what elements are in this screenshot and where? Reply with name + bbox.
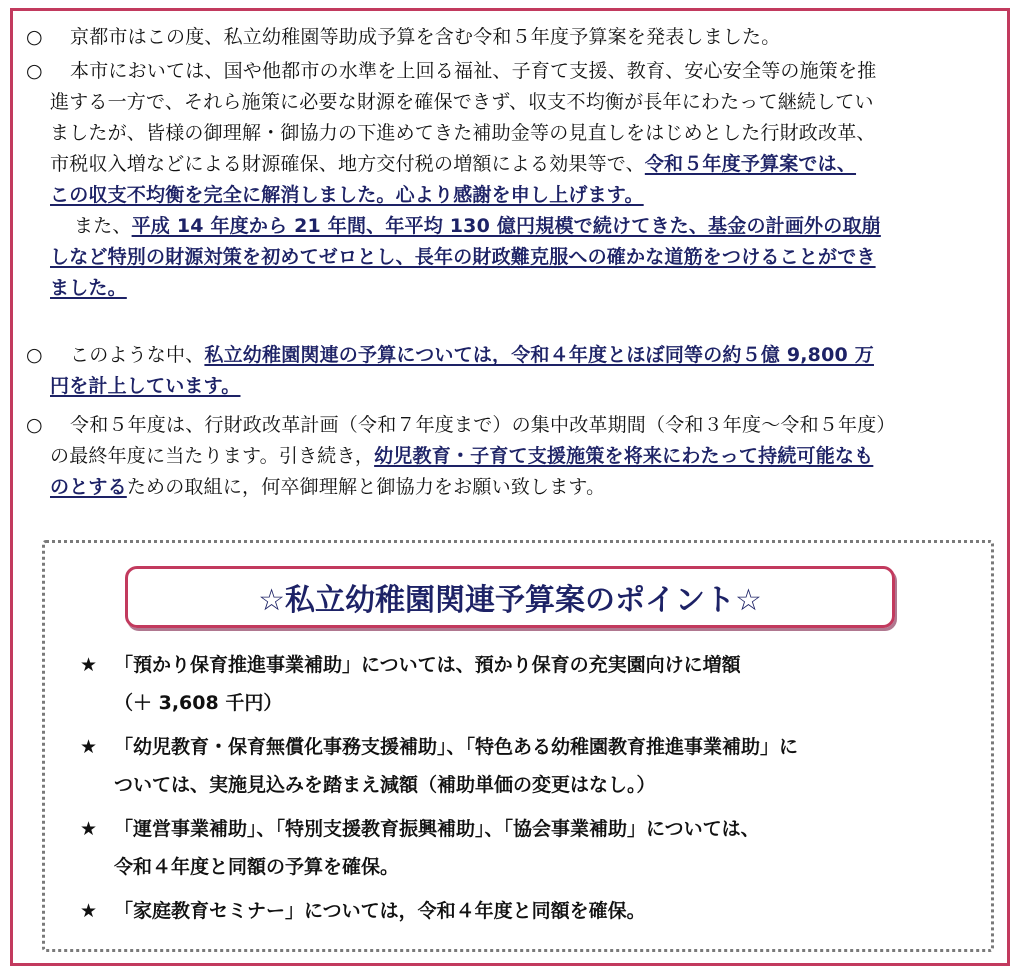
- paragraph-1-text: 京都市はこの度、私立幼稚園等助成予算を含む令和５年度予算案を発表しました。: [70, 26, 781, 48]
- star-icon: ★: [80, 818, 98, 840]
- highlight-fund-text-2: しなど特別の財源対策を初めてゼロとし、長年の財政難克服への確かな道筋をつけることができ: [50, 246, 876, 268]
- highlight-kindergarten-budget-2: 円を計上しています。: [50, 375, 241, 397]
- circle-bullet-icon: ○: [26, 414, 43, 436]
- star-icon: ★: [80, 736, 98, 758]
- point-item-1-text: 「預かり保育推進事業補助」については、預かり保育の充実園向けに増額: [114, 654, 741, 676]
- point-item-2-text: 「幼児教育・保育無償化事務支援補助」、「特色ある幼稚園教育推進事業補助」に: [114, 736, 799, 758]
- points-title: ☆私立幼稚園関連予算案のポイント☆: [125, 566, 895, 628]
- point-item-1: [80, 646, 980, 722]
- paragraph-4-line-3: ための取組に，何卒御理解と御協力をお願い致します。: [126, 476, 606, 498]
- point-item-3: [80, 810, 980, 886]
- highlight-sustainable-text: 幼児教育・子育て支援施策を将来にわたって持続可能なも: [374, 445, 874, 467]
- paragraph-3: [26, 340, 1001, 402]
- paragraph-2: [26, 56, 1001, 304]
- circle-bullet-icon: ○: [26, 344, 43, 366]
- point-item-1-text-2: （＋ 3,608 千円）: [114, 692, 283, 714]
- paragraph-4: [26, 410, 1001, 503]
- point-item-2-text-2: ついては、実施見込みを踏まえ減額（補助単価の変更はなし。）: [114, 774, 656, 796]
- highlight-sustainable-text-2: のとする: [50, 476, 127, 498]
- highlight-fund-text-3: ました。: [50, 277, 127, 299]
- circle-bullet-icon: ○: [26, 60, 43, 82]
- paragraph-2-line-3: ましたが、皆様の御理解・御協力の下進めてきた補助金等の見直しをはじめとした行財政改革、: [50, 122, 876, 144]
- highlight-budget-text: 令和５年度予算案では、: [644, 153, 857, 175]
- highlight-kindergarten-budget: 私立幼稚園関連の予算については，令和４年度とほぼ同等の約５億 9,800 万: [204, 344, 874, 366]
- paragraph-2-line-2: 進する一方で、それら施策に必要な財源を確保できず、収支不均衡が長年にわたって継続してい: [50, 91, 874, 113]
- point-item-2: [80, 728, 980, 804]
- paragraph-1: [26, 22, 1001, 53]
- point-item-4-text: 「家庭教育セミナー」については，令和４年度と同額を確保。: [114, 900, 646, 922]
- paragraph-4-line-2: の最終年度に当たります。引き続き，: [50, 445, 375, 467]
- star-icon: ★: [80, 900, 98, 922]
- paragraph-2-line-6: また、: [74, 215, 132, 237]
- point-item-3-text: 「運営事業補助」、「特別支援教育振興補助」、「協会事業補助」については、: [114, 818, 760, 840]
- paragraph-3-line-1: このような中、: [70, 344, 205, 366]
- paragraph-4-line-1: 令和５年度は、行財政改革計画（令和７年度まで）の集中改革期間（令和３年度～令和５年度）: [70, 414, 896, 436]
- point-item-4: [80, 892, 980, 930]
- highlight-fund-text: 平成 14 年度から 21 年間、年平均 130 億円規模で続けてきた、基金の計画外の取崩: [131, 215, 881, 237]
- star-icon: ★: [80, 654, 98, 676]
- highlight-balance-text: この収支不均衡を完全に解消しました。心より感謝を申し上げます。: [50, 184, 644, 206]
- paragraph-2-line-4: 市税収入増などによる財源確保、地方交付税の増額による効果等で、: [50, 153, 645, 175]
- paragraph-2-line-1: 本市においては、国や他都市の水準を上回る福祉、子育て支援、教育、安心安全等の施策を推: [70, 60, 877, 82]
- point-item-3-text-2: 令和４年度と同額の予算を確保。: [114, 856, 400, 878]
- circle-bullet-icon: ○: [26, 26, 43, 48]
